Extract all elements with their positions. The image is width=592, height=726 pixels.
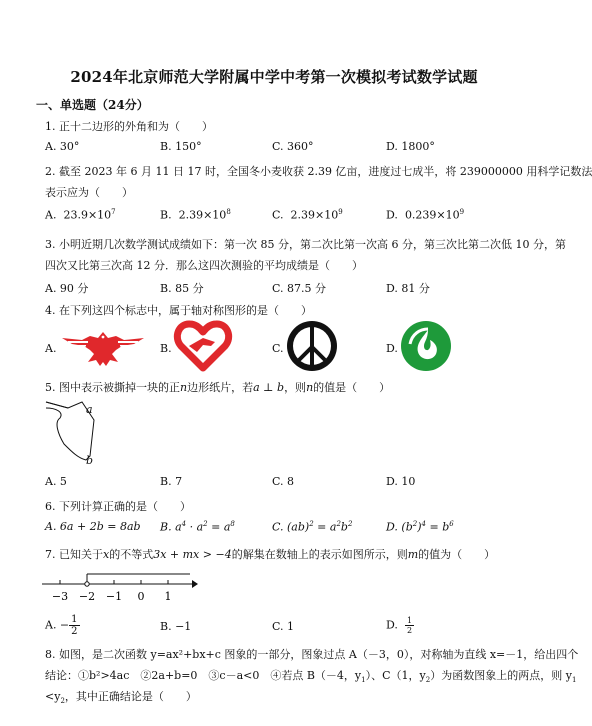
q3-option-a: A. 90 分	[45, 282, 89, 295]
q3-option-d: D. 81 分	[386, 282, 430, 295]
peace-symbol-icon	[286, 320, 338, 372]
tick-label-neg3: −3	[51, 590, 69, 603]
q4-label-a: A.	[45, 342, 57, 355]
q6-option-c: C. $(ab)^2 = a^2b^2$	[272, 520, 353, 534]
q5-option-a: A. 5	[45, 475, 67, 488]
q5-option-d: D. 10	[386, 475, 416, 488]
exam-title: 2024年北京师范大学附属中学中考第一次模拟考试数学试题	[70, 68, 478, 86]
q3-option-b: B. 85 分	[160, 282, 204, 295]
q6-option-d: D. $(b^2)^4 = b^6$	[386, 520, 454, 534]
q7-option-b: B. −1	[160, 620, 192, 633]
q1-option-b: B. 150°	[160, 140, 202, 153]
q6-stem: 6. 下列计算正确的是（ ）	[45, 500, 191, 513]
q1-option-a: A. 30°	[45, 140, 80, 153]
q4-label-c: C.	[272, 342, 284, 355]
q3-stem-line1: 3. 小明近期几次数学测试成绩如下：第一次 85 分，第二次比第一次高 6 分，第三次比第二次低 10 分，第	[45, 238, 566, 251]
q4-label-b: B.	[160, 342, 172, 355]
q2-option-a: A. $23.9\times 10^7$	[45, 208, 116, 222]
q5-option-b: B. 7	[160, 475, 183, 488]
q6-option-b: B. $a^4 \cdot a^2 = a^8$	[160, 520, 235, 534]
q8-line1: 8. 如图，是二次函数 y=ax²+bx+c 图象的一部分，图象过点 A（－3，0），对称轴为直线 x=－1，给出四个	[45, 648, 579, 661]
q6-option-a: A. 6a + 2b = 8ab	[45, 520, 141, 533]
figure-label-a: a	[86, 403, 93, 416]
heart-hand-logo-icon	[175, 320, 231, 372]
number-line-figure	[40, 568, 200, 606]
figure-label-b: b	[86, 454, 94, 467]
q3-option-c: C. 87.5 分	[272, 282, 327, 295]
q2-stem-line2: 表示应为（ ）	[45, 186, 133, 199]
q4-label-d: D.	[386, 342, 398, 355]
q1-option-c: C. 360°	[272, 140, 314, 153]
green-leaf-logo-icon	[400, 320, 452, 372]
eagle-logo-icon	[60, 328, 146, 370]
tick-label-1: 1	[164, 590, 172, 603]
q1-option-d: D. 1800°	[386, 140, 435, 153]
torn-polygon-figure	[44, 398, 104, 470]
q7-option-c: C. 1	[272, 620, 295, 633]
q5-option-c: C. 8	[272, 475, 295, 488]
q4-stem: 4. 在下列这四个标志中，属于轴对称图形的是（ ）	[45, 304, 312, 317]
q2-option-c: C. $2.39\times 10^9$	[272, 208, 343, 222]
section-heading: 一、单选题（24分）	[36, 98, 149, 112]
q5-stem: 5. 图中表示被撕掉一块的正n边形纸片，若a ⊥ b，则n的值是（ ）	[45, 381, 391, 394]
q7-stem: 7. 已知关于x的不等式3x + mx > −4的解集在数轴上的表示如图所示，则m的值为（ ）	[45, 548, 496, 561]
q3-stem-line2: 四次又比第三次高 12 分．那么这四次测验的平均成绩是（ ）	[45, 259, 363, 272]
q7-option-a: A. − $\frac{1}{2}$	[45, 614, 78, 637]
q7-option-d: D. $\frac{1}{2}$	[386, 616, 413, 635]
q8-line3: $<y_2$，其中正确结论是（ ）	[45, 690, 197, 706]
q2-stem-line1: 2. 截至 2023 年 6 月 11 日 17 时，全国冬小麦收获 2.39 亿亩，进度过七成半，将 239000000 用科学记数法	[45, 165, 592, 178]
tick-label-neg1: −1	[105, 590, 123, 603]
q8-line2: 结论：①b²>4ac ②2a+b=0 ③c－a<0 ④若点 B（－4，$y_1$）、C（1，$y_2$）为函数图象上的两点，则 $y_1$	[45, 669, 577, 685]
tick-label-0: 0	[137, 590, 145, 603]
tick-label-neg2: −2	[78, 590, 96, 603]
q2-option-b: B. $2.39\times 10^8$	[160, 208, 231, 222]
q1-stem: 1. 正十二边形的外角和为（ ）	[45, 120, 213, 133]
q2-option-d: D. $0.239\times 10^9$	[386, 208, 465, 222]
